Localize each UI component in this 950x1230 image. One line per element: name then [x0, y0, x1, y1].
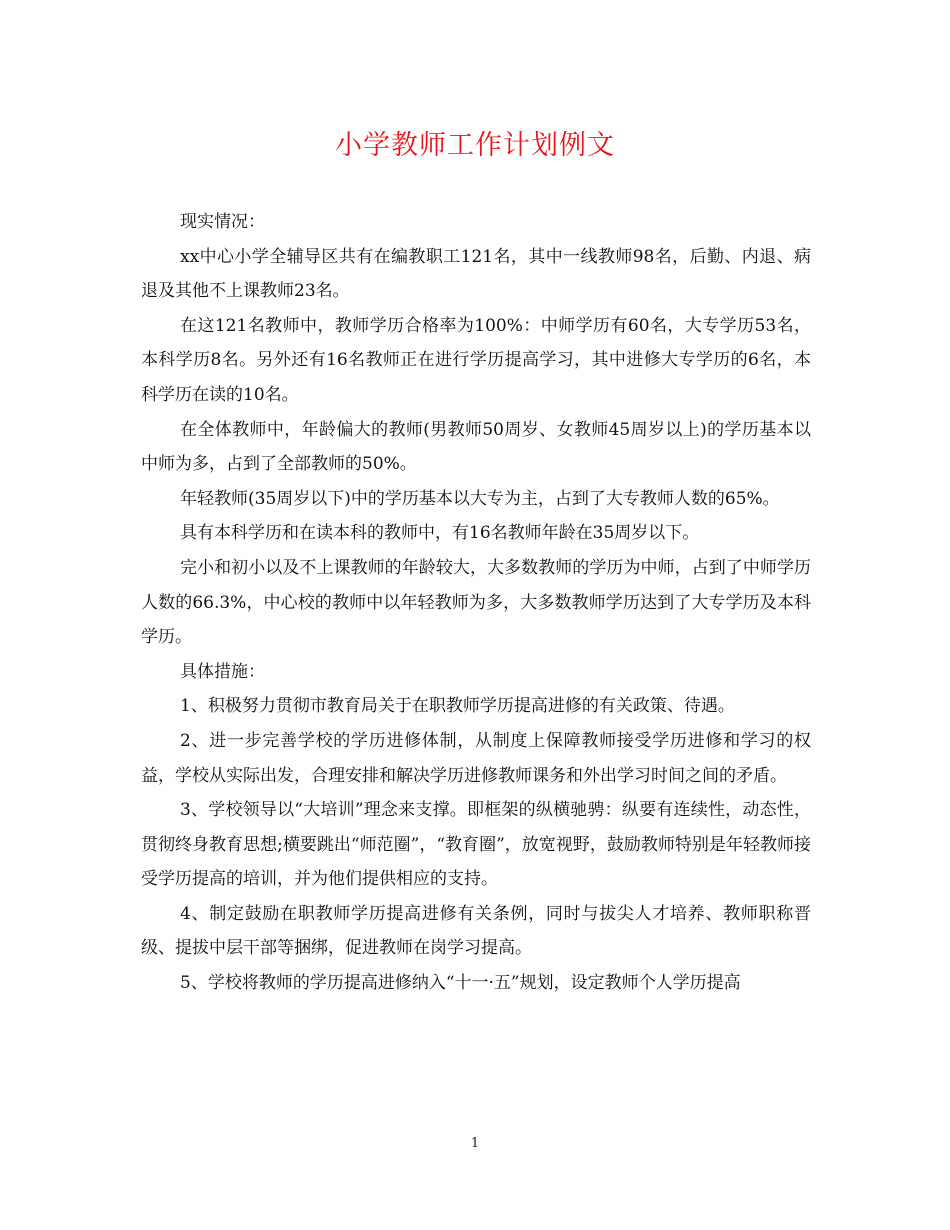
paragraph-measure-4: 4、制定鼓励在职教师学历提高进修有关条例，同时与拔尖人才培养、教师职称晋级、提拔中层干部等捆绑，促进教师在岗学习提高。 — [141, 903, 811, 959]
paragraph-measure-2: 2、进一步完善学校的学历进修体制，从制度上保障教师接受学历进修和学习的权益，学校从实际出发，合理安排和解决学历进修教师课务和外出学习时间之间的矛盾。 — [141, 730, 811, 786]
document-body — [141, 205, 811, 1001]
page-number: 1 — [470, 1136, 480, 1151]
paragraph-situation-heading: 现实情况： — [180, 212, 265, 232]
paragraph-measure-3: 3、学校领导以“大培训”理念来支撑。即框架的纵横驰骋：纵要有连续性，动态性，贯彻终身教育思想;横要跳出“师范圈”，“教育圈”，放宽视野，鼓励教师特别是年轻教师接受学历提高的培训，并为他们提供相应的支持。 — [141, 800, 811, 890]
paragraph-qualification-rate: 在这121名教师中，教师学历合格率为100%：中师学历有60名，大专学历53名，本科学历8名。另外还有16名教师正在进行学历提高学习，其中进修大专学历的6名，本科学历在读的10名。 — [141, 315, 811, 405]
document-title: 小学教师工作计划例文 — [335, 130, 615, 161]
paragraph-school-distribution: 完小和初小以及不上课教师的年龄较大，大多数教师的学历为中师，占到了中师学历人数的66.3%，中心校的教师中以年轻教师为多，大多数教师学历达到了大专学历及本科学历。 — [141, 557, 811, 648]
paragraph-young-teachers: 年轻教师(35周岁以下)中的学历基本以大专为主，占到了大专教师人数的65%。 — [180, 488, 780, 509]
paragraph-bachelor-teachers: 具有本科学历和在读本科的教师中，有16名教师年龄在35周岁以下。 — [180, 523, 700, 544]
paragraph-measure-5: 5、学校将教师的学历提高进修纳入“十一·五”规划，设定教师个人学历提高 — [180, 973, 741, 994]
paragraph-measure-1: 1、积极努力贯彻市教育局关于在职教师学历提高进修的有关政策、待遇。 — [180, 696, 735, 717]
paragraph-older-teachers: 在全体教师中，年龄偏大的教师(男教师50周岁、女教师45周岁以上)的学历基本以中师为多，占到了全部教师的50%。 — [141, 419, 811, 475]
paragraph-staff-count: xx中心小学全辅导区共有在编教职工121名，其中一线教师98名，后勤、内退、病退及其他不上课教师23名。 — [141, 246, 811, 302]
paragraph-measures-heading: 具体措施： — [180, 661, 265, 682]
